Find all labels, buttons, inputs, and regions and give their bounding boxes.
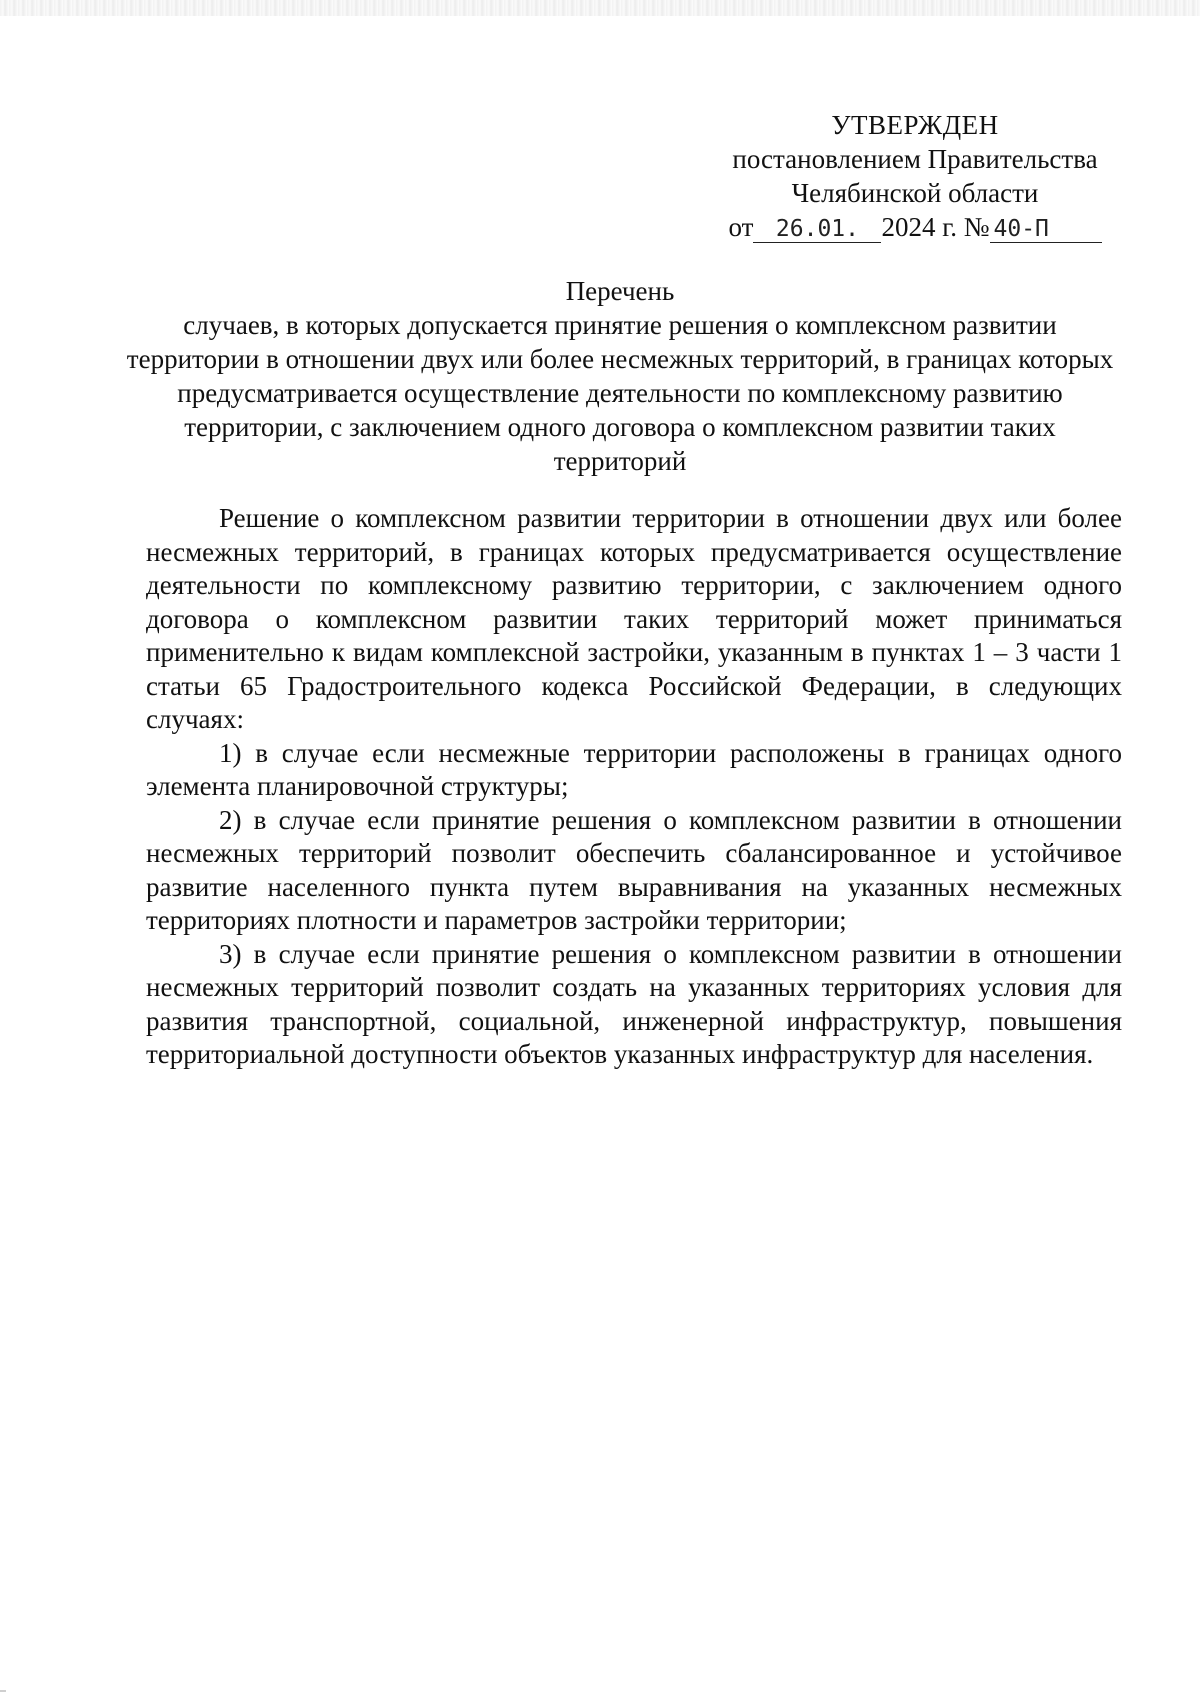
intro-paragraph: Решение о комплексном развитии территории в отношении двух или более несмежных территорий, в границах которых предусматривается осуществление деятельности по комплексному развитию территории, с заключением одного договора о комплексном развитии таких территорий может приниматься применительно к видам комплексной застройки, указанным в пунктах 1 – 3 части 1 статьи 65 Градостроительного кодекса Российской Федерации, в следующих случаях: (146, 503, 1122, 734)
document-title: Перечень (565, 276, 675, 306)
case-item-3: 3) в случае если принятие решения о комплексном развитии в отношении несмежных территорий позволит создать на указанных территориях условия для развития транспортной, социальной, инженерной инфраструктур, повышения территориальной доступности объектов указанных инфраструктур для населения. (146, 938, 1122, 1069)
approval-date-value: 26.01. (753, 216, 881, 243)
scan-artifact-mark (0, 1690, 6, 1692)
scan-artifact-strip (0, 0, 1200, 16)
approval-stamp-block (720, 108, 1110, 244)
approval-authority-line: постановлением Правительства (732, 144, 1098, 174)
document-subtitle: случаев, в которых допускается принятие решения о комплексном развитии территории в отношении двух или более несмежных территорий, в границах которых предусматривается осуществление деятельности по комплексному развитию территории, с заключением одного договора о комплексном развитии таких территорий (126, 310, 1114, 476)
approval-region-line: Челябинской области (791, 178, 1039, 208)
date-prefix: от (728, 212, 754, 242)
approval-date-line (720, 210, 1110, 244)
document-body (146, 502, 1122, 1072)
year-and-number-label: 2024 г. № (881, 212, 990, 242)
approval-number-value: 40-П (990, 216, 1102, 243)
case-item-2: 2) в случае если принятие решения о комплексном развитии в отношении несмежных территорий позволит обеспечить сбалансированное и устойчивое развитие населенного пункта путем выравнивания на указанных несмежных территориях плотности и параметров застройки территории; (146, 804, 1122, 935)
case-item-1: 1) в случае если несмежные территории расположены в границах одного элемента планировочной структуры; (146, 737, 1122, 801)
document-title-block (120, 274, 1120, 478)
approval-heading: УТВЕРЖДЕН (831, 110, 999, 140)
